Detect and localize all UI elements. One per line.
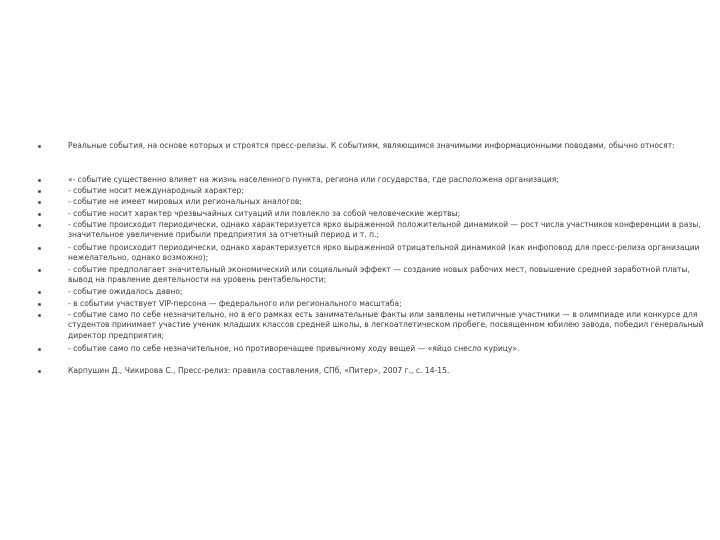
item-text: - событие само по себе незначительное, но противоречащее привычному ходу вещей — «яйцо снесло курицу». — [68, 344, 520, 353]
item-text: - событие само по себе незначительно, но в его рамках есть занимательные факты или заявлены нетипичные участники — в олимпиаде или конкурсе для студентов принимает участие ученик младших классов средней школы, в легкоатлетическом пробеге, посвященном юбилею завода, победил генеральный директор предприятия; — [68, 310, 704, 340]
list-item — [68, 299, 708, 309]
bullet-icon — [38, 201, 41, 204]
list-item — [68, 366, 708, 376]
list-item — [68, 220, 708, 241]
bullet-icon — [38, 179, 41, 182]
list-item — [68, 141, 708, 151]
list-item — [68, 209, 708, 219]
list-item — [68, 186, 708, 196]
item-text: - событие предполагает значительный экономический или социальный эффект — создание новых рабочих мест, повышение средней заработной платы, вывод на правление деятельности на уровень рентабельности; — [68, 265, 690, 285]
list-item — [68, 287, 708, 297]
item-text: - событие не имеет мировых или региональных аналогов; — [68, 197, 302, 206]
item-text: - событие носит характер чрезвычайных ситуаций или повлекло за собой человеческие жертвы; — [68, 209, 461, 218]
bullet-icon — [38, 370, 41, 373]
bullet-icon — [38, 247, 41, 250]
item-text: Реальные события, на основе которых и строятся пресс-релизы. К событиям, являющимся значимыми информационными поводами, обычно относят: — [68, 141, 675, 150]
bullet-icon — [38, 303, 41, 306]
bullet-icon — [38, 291, 41, 294]
bullet-icon — [38, 314, 41, 317]
item-text: - событие происходит периодически, однако характеризуется ярко выраженной отрицательной динамикой (как инфоповод для пресс-релиза организации нежелательно, однако возможно); — [68, 243, 700, 263]
item-text: - в событии участвует VIP-персона — федерального или регионального масштаба; — [68, 299, 402, 308]
list-item — [68, 197, 708, 207]
item-text: «- событие существенно влияет на жизнь населенного пункта, региона или государства, где расположена организация; — [68, 175, 559, 184]
bullet-icon — [38, 213, 41, 216]
list-item — [68, 310, 708, 341]
item-text: - событие происходит периодически, однако характеризуется ярко выраженной положительной динамикой — рост числа участников конференции в разы, значительное увеличение прибыли предприятия за отчетный период и т. п.; — [68, 220, 701, 240]
list-item — [68, 265, 708, 286]
bullet-icon — [38, 145, 41, 148]
list-item — [68, 243, 708, 264]
bullet-icon — [38, 190, 41, 193]
item-text: - событие носит международный характер; — [68, 186, 244, 195]
item-text: Карпушин Д., Чикирова С., Пресс-релиз: правила составления, СПб, «Питер», 2007 г., с. 14-15. — [68, 366, 450, 375]
list-item — [68, 175, 708, 185]
list-item — [68, 344, 708, 354]
bullet-icon — [38, 269, 41, 272]
bullet-icon — [38, 224, 41, 227]
bullet-icon — [38, 348, 41, 351]
item-text: - событие ожидалось давно; — [68, 287, 183, 296]
